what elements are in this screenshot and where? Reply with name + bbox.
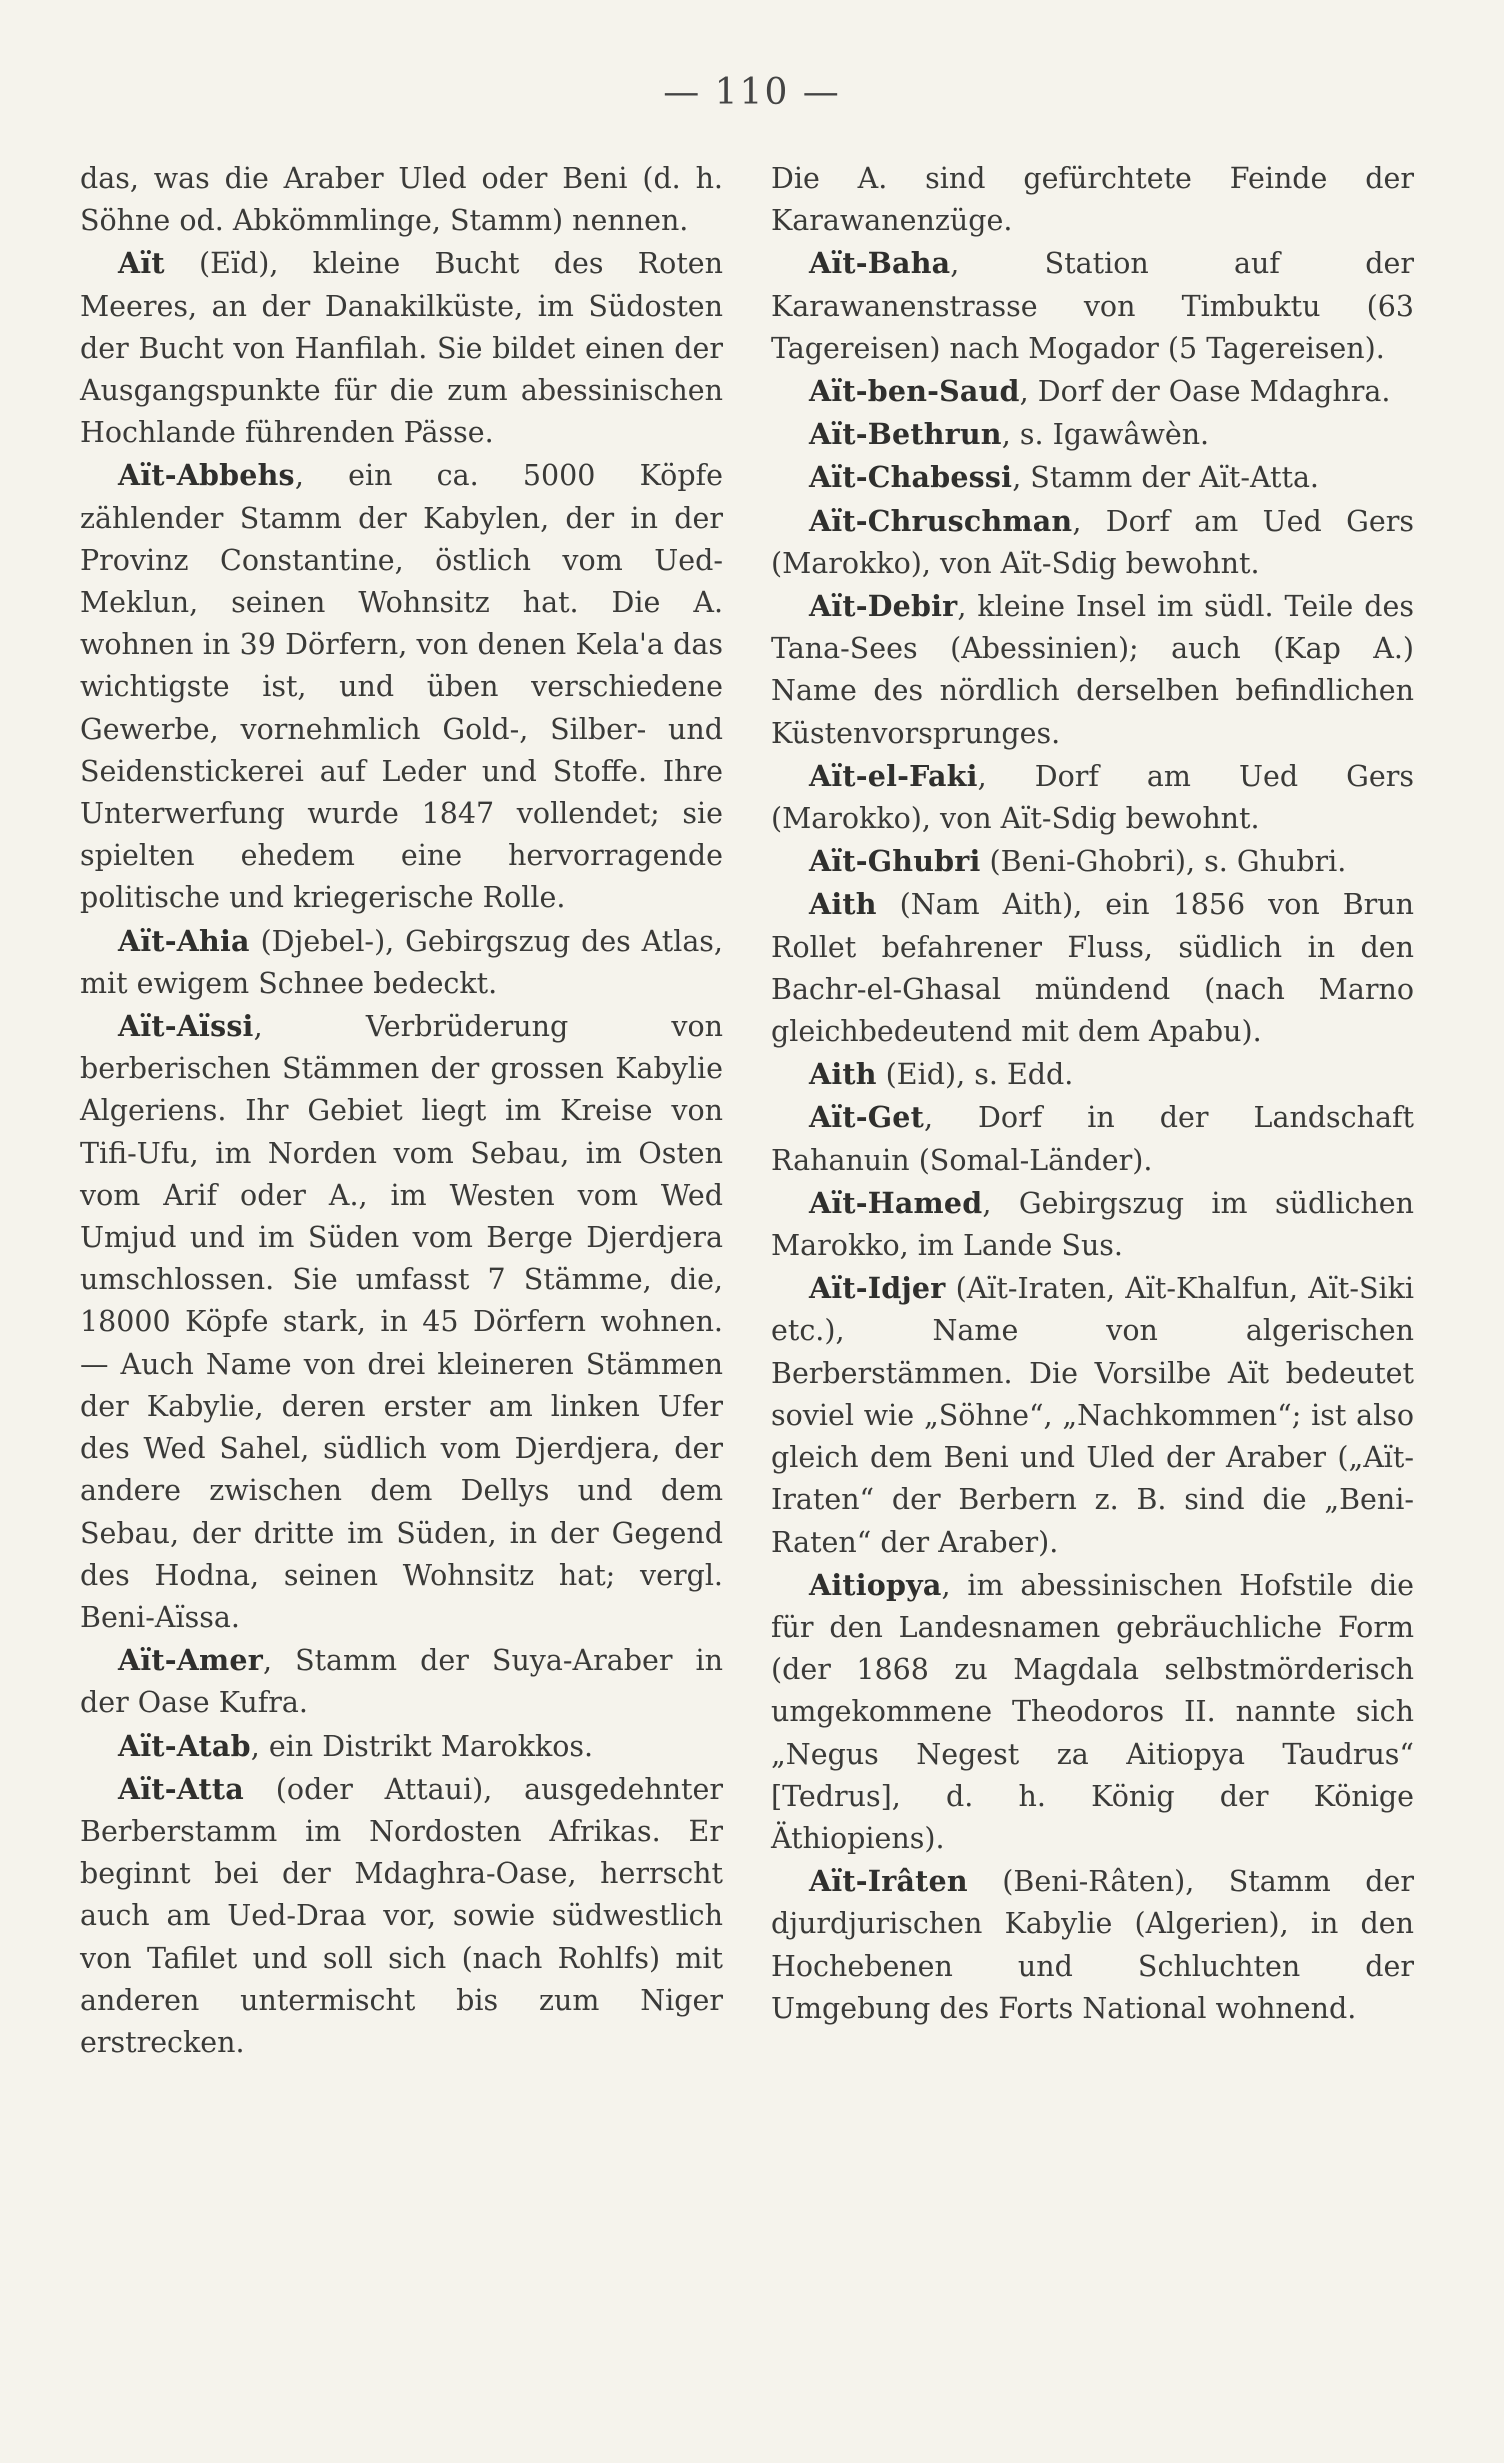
entry-continuation xyxy=(80,158,723,242)
entry-headword: Aït-Hamed xyxy=(809,1185,983,1220)
dictionary-entry xyxy=(771,1053,1414,1096)
entry-text: (Nam Aith), ein 1856 von Brun Rollet befahrener Fluss, südlich in den Bachr-el-Ghasal mündend (nach Marno gleichbedeutend mit dem Apabu). xyxy=(771,888,1414,1049)
entry-headword: Aït-Irâten xyxy=(809,1864,968,1899)
entry-headword: Aït-Ghubri xyxy=(809,844,981,879)
dictionary-entry xyxy=(80,454,723,919)
dictionary-entry xyxy=(771,413,1414,456)
dictionary-entry xyxy=(80,1768,723,2064)
dictionary-entry xyxy=(771,500,1414,585)
dictionary-entry xyxy=(771,1182,1414,1267)
entry-text: das, was die Araber Uled oder Beni (d. h. Söhne od. Abkömmlinge, Stamm) nennen. xyxy=(80,162,723,238)
dictionary-entry xyxy=(80,1005,723,1639)
dictionary-entry xyxy=(771,883,1414,1053)
entry-text: , Stamm der Aït-Atta. xyxy=(1012,461,1319,495)
entry-text: , s. Igawâwèn. xyxy=(1001,418,1210,452)
entry-headword: Aït-Debir xyxy=(809,589,958,624)
entry-text: , Dorf am Ued Gers (Marokko), von Aït-Sdig bewohnt. xyxy=(771,759,1414,836)
entry-headword: Aït-Bethrun xyxy=(809,417,1002,452)
entry-text: , Verbrüderung von berberischen Stämmen der grossen Kabylie Algeriens. Ihr Gebiet liegt im Kreise von Tifi-Ufu, im Norden vom Sebau, im Osten vom Arif oder A., im Westen vom Wed Umjud und im Süden vom Berge Djerdjera umschlossen. Sie umfasst 7 Stämme, die, 18000 Köpfe stark, in 45 Dörfern wohnen. — Auch Name von drei kleineren Stämmen der Kabylie, deren erster am linken Ufer des Wed Sahel, südlich vom Djerdjera, der andere zwischen dem Dellys und dem Sebau, der dritte im Süden, in der Gegend des Hodna, seinen Wohnsitz hat; vergl. Beni-Aïssa. xyxy=(80,1010,723,1634)
entry-headword: Aith xyxy=(809,887,877,922)
dictionary-entry xyxy=(771,1860,1414,2030)
dictionary-entry xyxy=(771,1267,1414,1563)
entry-text: (oder Attaui), ausgedehnter Berberstamm im Nordosten Afrikas. Er beginnt bei der Mdaghra-Oase, herrscht auch am Ued-Draa vor, sowie südwestlich von Tafilet und soll sich (nach Rohlfs) mit anderen untermischt bis zum Niger erstrecken. xyxy=(80,1772,723,2059)
entry-headword: Aït-Chabessi xyxy=(809,460,1013,495)
entry-headword: Aït-Amer xyxy=(118,1643,263,1678)
entry-text: , Dorf am Ued Gers (Marokko), von Aït-Sdig bewohnt. xyxy=(771,504,1414,580)
dictionary-entry xyxy=(80,920,723,1005)
page-number: — 110 — xyxy=(663,72,841,113)
dictionary-entry xyxy=(771,755,1414,840)
entry-headword: Aït-Atab xyxy=(118,1728,251,1763)
entry-headword: Aït-el-Faki xyxy=(809,758,978,793)
dictionary-entry xyxy=(771,585,1414,755)
entry-headword: Aït-ben-Saud xyxy=(809,374,1020,409)
entry-text: (Aït-Iraten, Aït-Khalfun, Aït-Siki etc.), Name von algerischen Berberstämmen. Die Vorsilbe Aït bedeutet soviel wie „Söhne“, „Nachkommen“; ist also gleich dem Beni und Uled der Araber („Aït-Iraten“ der Berbern z. B. sind die „Beni-Raten“ der Araber). xyxy=(771,1272,1414,1559)
dictionary-entry xyxy=(771,1096,1414,1181)
entry-headword: Aït-Ahia xyxy=(118,923,250,958)
entry-headword: Aït xyxy=(118,246,165,281)
entry-text: , ein Distrikt Marokkos. xyxy=(250,1729,594,1763)
dictionary-entry xyxy=(771,456,1414,499)
entry-text: , im abessinischen Hofstile die für den Landesnamen gebräuchliche Form (der 1868 zu Magdala selbstmörderisch umgekommene Theodoros II. nannte sich „Negus Negest za Aitiopya Taudrus“ [Tedrus], d. h. König der Könige Äthiopiens). xyxy=(771,1568,1414,1855)
entry-text: , kleine Insel im südl. Teile des Tana-Sees (Abessinien); auch (Kap A.) Name des nördlich derselben befindlichen Küstenvorsprunges. xyxy=(771,590,1414,750)
dictionary-entry xyxy=(771,370,1414,413)
entry-text: , Stamm der Suya-Araber in der Oase Kufra. xyxy=(80,1644,723,1720)
entry-headword: Aït-Abbehs xyxy=(118,458,295,493)
entry-text: , ein ca. 5000 Köpfe zählender Stamm der Kabylen, der in der Provinz Constantine, östlich vom Ued-Meklun, seinen Wohnsitz hat. Die A. wohnen in 39 Dörfern, von denen Kela'a das wichtigste ist, und üben verschiedene Gewerbe, vornehmlich Gold-, Silber- und Seidenstickerei auf Leder und Stoffe. Ihre Unterwerfung wurde 1847 vollendet; sie spielten ehedem eine hervorragende politische und kriegerische Rolle. xyxy=(80,459,723,915)
entry-headword: Aït-Chruschman xyxy=(809,503,1073,538)
entry-text: (Eïd), kleine Bucht des Roten Meeres, an der Danakilküste, im Südosten der Bucht von Hanfilah. Sie bildet einen der Ausgangspunkte für die zum abessinischen Hochlande führenden Pässe. xyxy=(80,247,723,450)
dictionary-entry xyxy=(771,242,1414,370)
entry-continuation xyxy=(771,158,1414,242)
entry-text: , Dorf in der Landschaft Rahanuin (Somal-Länder). xyxy=(771,1101,1414,1177)
entry-text: (Beni-Ghobri), s. Ghubri. xyxy=(980,845,1347,879)
right-column xyxy=(771,158,1414,2030)
entry-headword: Aït-Get xyxy=(809,1100,924,1135)
entry-headword: Aït-Idjer xyxy=(809,1271,946,1306)
left-column xyxy=(80,158,723,2064)
entry-text: Die A. sind gefürchtete Feinde der Karawanenzüge. xyxy=(771,162,1414,238)
dictionary-entry xyxy=(80,1639,723,1724)
dictionary-entry xyxy=(771,840,1414,883)
dictionary-entry xyxy=(771,1564,1414,1860)
entry-headword: Aït-Atta xyxy=(118,1771,244,1806)
dictionary-entry xyxy=(80,242,723,454)
entry-text: (Djebel-), Gebirgszug des Atlas, mit ewigem Schnee bedeckt. xyxy=(80,924,723,1000)
entry-text: , Station auf der Karawanenstrasse von Timbuktu (63 Tagereisen) nach Mogador (5 Tagereisen). xyxy=(771,247,1414,365)
entry-text: (Eid), s. Edd. xyxy=(876,1058,1074,1092)
entry-headword: Aït-Aïssi xyxy=(118,1009,254,1044)
entry-text: , Gebirgszug im südlichen Marokko, im Lande Sus. xyxy=(771,1186,1414,1263)
dictionary-entry xyxy=(80,1725,723,1768)
entry-text: , Dorf der Oase Mdaghra. xyxy=(1019,375,1391,409)
entry-headword: Aith xyxy=(809,1057,877,1092)
entry-headword: Aït-Baha xyxy=(809,246,951,281)
entry-headword: Aitiopya xyxy=(809,1567,942,1602)
entry-text: (Beni-Râten), Stamm der djurdjurischen Kabylie (Algerien), in den Hochebenen und Schluchten der Umgebung des Forts National wohnend. xyxy=(771,1865,1414,2025)
